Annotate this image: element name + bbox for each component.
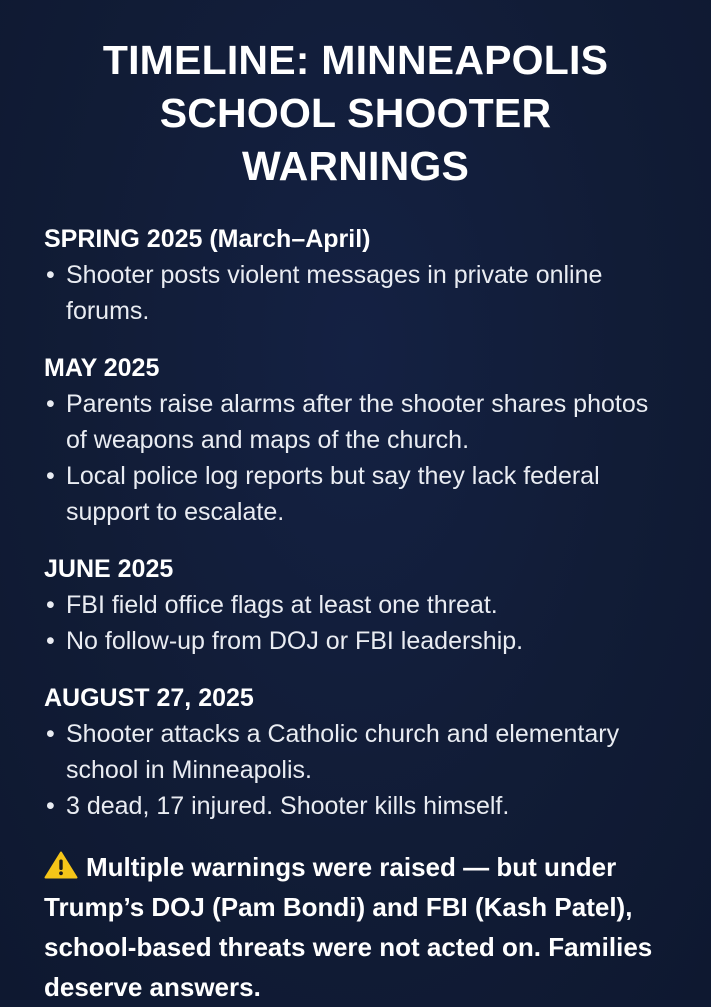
timeline-section-spring-2025: [44, 223, 711, 329]
bullet-dot: •: [46, 390, 55, 418]
list-item: [44, 587, 671, 623]
section-heading: AUGUST 27, 2025: [44, 684, 254, 712]
section-heading: SPRING 2025 (March–April): [44, 225, 371, 253]
bullet-dot: •: [46, 792, 55, 820]
timeline-section-august-27-2025: [44, 682, 711, 824]
list-item-text: FBI field office flags at least one threat.: [66, 591, 498, 619]
section-heading: MAY 2025: [44, 354, 160, 382]
title-line: SCHOOL SHOOTER: [159, 90, 552, 136]
list-item-text: Shooter attacks a Catholic church and elementary school in Minneapolis.: [66, 720, 620, 784]
list-item: [44, 623, 671, 659]
bullet-list: [44, 716, 711, 824]
bullet-dot: •: [46, 591, 55, 619]
section-heading: JUNE 2025: [44, 555, 174, 583]
page-title: [44, 34, 667, 193]
timeline-section-may-2025: [44, 352, 711, 530]
list-item-text: No follow-up from DOJ or FBI leadership.: [66, 627, 524, 655]
warning-callout: [44, 847, 675, 1007]
bullet-dot: •: [46, 720, 55, 748]
list-item: [44, 716, 671, 788]
warning-triangle-icon: [44, 851, 78, 879]
list-item: [44, 386, 671, 458]
list-item-text: 3 dead, 17 injured. Shooter kills himself.: [66, 792, 510, 820]
title-line: WARNINGS: [241, 143, 470, 189]
bullet-list: [44, 257, 711, 329]
bullet-list: [44, 386, 711, 530]
bullet-dot: •: [46, 627, 55, 655]
list-item: [44, 788, 671, 824]
list-item-text: Parents raise alarms after the shooter shares photos of weapons and maps of the church.: [66, 390, 649, 454]
timeline-section-june-2025: [44, 553, 711, 659]
bullet-list: [44, 587, 711, 659]
list-item: [44, 458, 671, 530]
bullet-dot: •: [46, 462, 55, 490]
title-line: TIMELINE: MINNEAPOLIS: [102, 37, 609, 83]
list-item-text: Shooter posts violent messages in private online forums.: [66, 261, 603, 325]
warning-text: Multiple warnings were raised — but under Trump’s DOJ (Pam Bondi) and FBI (Kash Patel), school-based threats were not acted on. Families deserve answers.: [44, 852, 653, 1002]
list-item-text: Local police log reports but say they lack federal support to escalate.: [66, 462, 600, 526]
bullet-dot: •: [46, 261, 55, 289]
list-item: [44, 257, 671, 329]
